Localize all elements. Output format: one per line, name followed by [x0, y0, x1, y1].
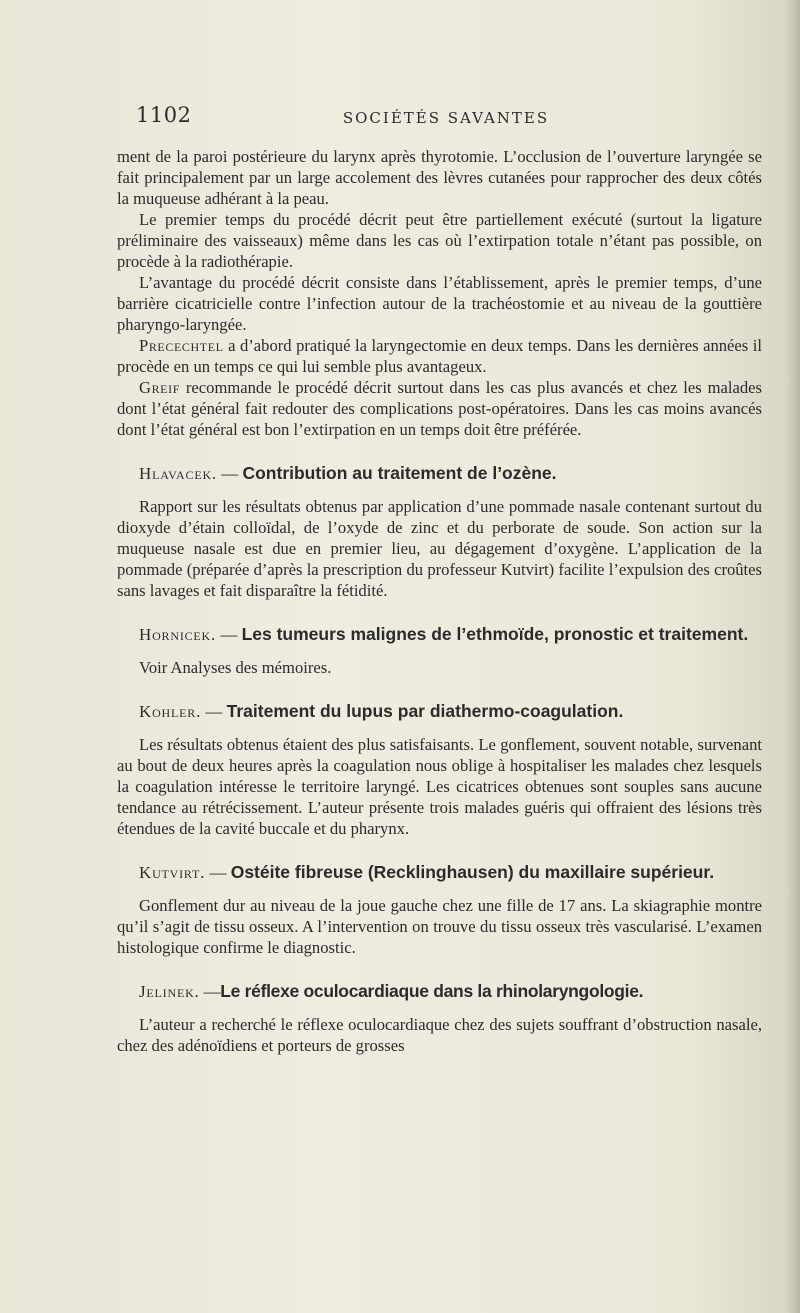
author-name: Greif	[139, 378, 180, 397]
running-head: SOCIÉTÉS SAVANTES	[342, 109, 550, 127]
heading-dash: —	[199, 982, 221, 1001]
heading-dash: —	[205, 863, 231, 882]
heading-dash: —	[201, 702, 227, 721]
article-body	[117, 146, 762, 1056]
paragraph-text: recommande le procédé décrit surtout dans les cas plus avancés et chez les malades dont l’état général fait redouter des complications post-opératoires. Dans les cas moins avancés dont l’état général est bon l’extirpation en un temps doit être préférée.	[117, 378, 762, 439]
paragraph: L’avantage du procédé décrit consiste dans l’établissement, après le premier temps, d’une barrière cicatricielle contre l’infection autour de la trachéostomie et au niveau de la gouttière pharyngo-laryngée.	[117, 273, 762, 334]
paragraph	[117, 335, 762, 377]
section-author: Hornicek.	[139, 625, 217, 644]
page-edge-shadow	[786, 0, 800, 1313]
heading-dash: —	[216, 625, 242, 644]
section-title: Les tumeurs malignes de l’ethmoïde, pronostic et traitement.	[241, 624, 749, 644]
page-header	[136, 103, 756, 133]
section-body: Les résultats obtenus étaient des plus satisfaisants. Le gonflement, souvent notable, survenant au bout de deux heures après la coagulation nous oblige à hospitaliser les malades chez lesquels la coagulation intéresse le territoire laryngé. Les cicatrices obtenues sont souples sans aucune tendance au rétrécissement. L’auteur présente trois malades guéris qui offraient des lésions très étendues de la cavité buccale et du pharynx.	[117, 735, 762, 838]
section-author: Hlavacek.	[139, 464, 217, 483]
paragraph-text: a d’abord pratiqué la laryngectomie en deux temps. Dans les dernières années il procède en un temps ce qui lui semble plus avantageux.	[117, 336, 762, 376]
section-body: Gonflement dur au niveau de la joue gauche chez une fille de 17 ans. La skiagraphie montre qu’il s’agit de tissu osseux. A l’intervention on trouve du tissu osseux très vascularisé. L’examen histologique confirme le diagnostic.	[117, 896, 762, 957]
section-heading-ethmoide	[117, 624, 762, 645]
section-title: Le réflexe oculocardiaque dans la rhinolaryngologie.	[220, 981, 644, 1001]
heading-dash: —	[216, 464, 243, 483]
section-author: Jelinek.	[139, 982, 200, 1001]
section-body: Voir Analyses des mémoires.	[139, 658, 332, 677]
paragraph: Le premier temps du procédé décrit peut être partiellement exécuté (surtout la ligature préliminaire des vaisseaux) même dans les cas où l’extirpation totale n’étant pas possible, on procède à la radiothérapie.	[117, 210, 762, 271]
section-body: Rapport sur les résultats obtenus par application d’une pommade nasale contenant surtout du dioxyde d’étain colloïdal, de l’oxyde de zinc et du perborate de soude. Son action sur la muqueuse nasale est due en premier lieu, au dégagement d’oxygène. L’application de la pommade (préparée d’après la prescription du professeur Kutvirt) facilite l’expulsion des croûtes sans lavages et fait disparaître la fétidité.	[117, 497, 762, 600]
section-heading-osteite	[117, 862, 762, 883]
section-heading-ozene	[117, 463, 762, 484]
section-author: Kohler.	[139, 702, 202, 721]
paragraph	[117, 377, 762, 440]
section-title: Ostéite fibreuse (Recklinghausen) du maxillaire supérieur.	[230, 862, 715, 882]
author-name: Precechtel	[139, 336, 224, 355]
section-author: Kutvirt.	[139, 863, 206, 882]
section-heading-reflexe	[117, 981, 762, 1002]
paragraph-continued: ment de la paroi postérieure du larynx après thyrotomie. L’occlusion de l’ouverture laryngée se fait principalement par un large accolement des lèvres cutanées pour rapprocher des deux côtés la muqueuse adhérant à la peau.	[117, 147, 762, 208]
page-number: 1102	[136, 103, 192, 127]
section-title: Contribution au traitement de l’ozène.	[242, 463, 557, 483]
section-title: Traitement du lupus par diathermo-coagulation.	[226, 701, 624, 721]
section-heading-lupus	[117, 701, 762, 722]
section-body: L’auteur a recherché le réflexe oculocardiaque chez des sujets souffrant d’obstruction nasale, chez des adénoïdiens et porteurs de grosses	[117, 1015, 762, 1055]
